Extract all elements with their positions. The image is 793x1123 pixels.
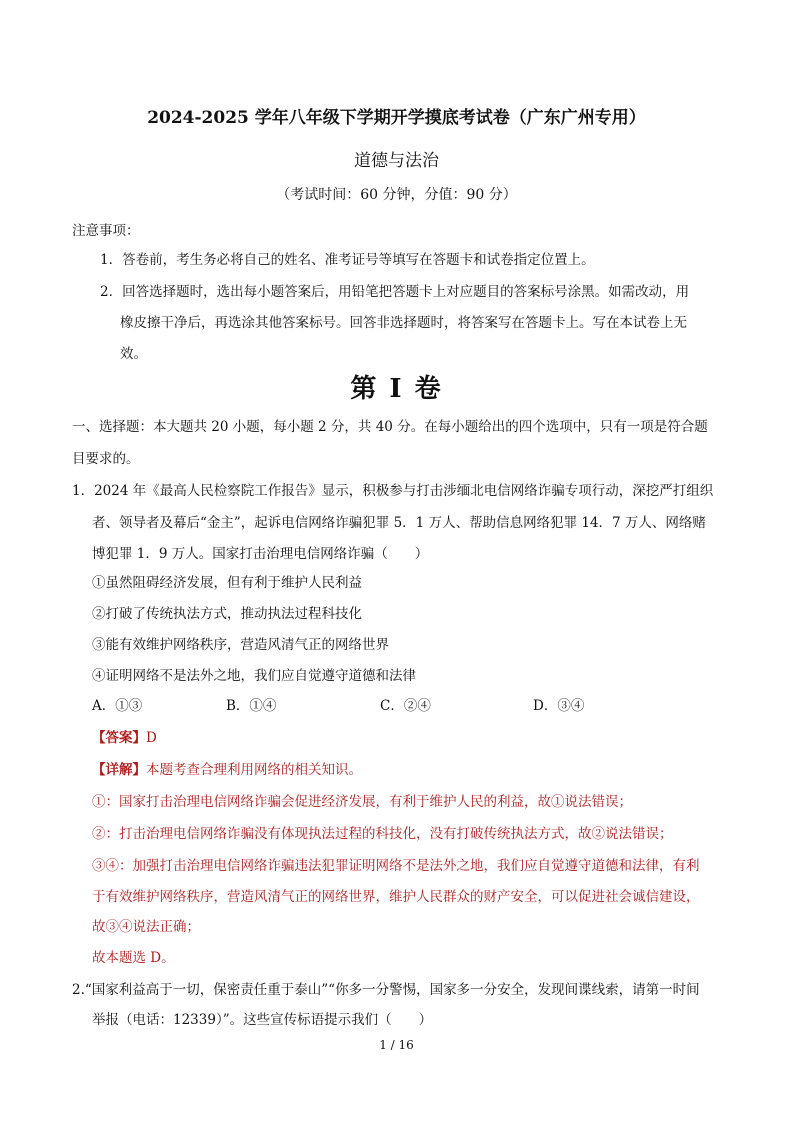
section-intro-line-2: 目要求的。 (72, 451, 140, 467)
detail-label: 【详解】 (92, 762, 146, 778)
section-intro-line-1: 一、选择题：本大题共 20 小题，每小题 2 分，共 40 分。在每小题给出的四个选项中，只有一项是符合题 (72, 419, 708, 435)
q1-explanation-3-line-1: ③④：加强打击治理电信网络诈骗违法犯罪证明网络不是法外之地，我们应自觉遵守道德和法律，有利 (92, 858, 700, 874)
q1-statement-1: ①虽然阻碍经济发展，但有利于维护人民利益 (92, 575, 362, 591)
q1-explanation-3-line-3: 故③④说法正确； (92, 919, 200, 935)
volume-heading: 第 I 卷 (350, 374, 443, 404)
note-item-2-line-2: 橡皮擦干净后，再选涂其他答案标号。回答非选择题时，将答案写在答题卡上。写在本试卷上无 (120, 315, 687, 331)
q1-conclusion: 故本题选 D。 (92, 950, 175, 966)
note-item-1: 1．答卷前，考生务必将自己的姓名、准考证号等填写在答题卡和试卷指定位置上。 (100, 252, 595, 268)
note-item-2-line-1: 2．回答选择题时，选出每小题答案后，用铅笔把答题卡上对应题目的答案标号涂黑。如需改动，用 (100, 284, 690, 300)
q1-option-b: B．①④ (226, 698, 277, 714)
notes-heading: 注意事项： (72, 223, 140, 239)
q2-stem-line-2: 举报（电话：12339）”。这些宣传标语提示我们（ ） (92, 1012, 433, 1028)
q1-option-a: A．①③ (92, 698, 143, 714)
q1-option-c: C．②④ (380, 698, 431, 714)
exam-title: 2024-2025 学年八年级下学期开学摸底考试卷（广东广州专用） (147, 108, 646, 128)
q1-answer (92, 726, 157, 746)
page-number: 1 / 16 (379, 1038, 414, 1052)
q1-explanation-2: ②：打击治理电信网络诈骗没有体现执法过程的科技化，没有打破传统执法方式，故②说法错误； (92, 826, 673, 842)
q1-statement-4: ④证明网络不是法外之地，我们应自觉遵守道德和法律 (92, 668, 416, 684)
answer-value: D (146, 730, 157, 746)
answer-label: 【答案】 (92, 730, 146, 746)
q1-statement-2: ②打破了传统执法方式，推动执法过程科技化 (92, 606, 362, 622)
q1-option-d: D．③④ (533, 698, 585, 714)
exam-time-info: （考试时间：60 分钟，分值：90 分） (276, 187, 517, 203)
q1-explanation-1: ①：国家打击治理电信网络诈骗会促进经济发展，有利于维护人民的利益，故①说法错误； (92, 794, 632, 810)
note-item-2-line-3: 效。 (120, 346, 147, 362)
q1-stem-line-2: 者、领导者及幕后“金主”，起诉电信网络诈骗犯罪 5．1 万人、帮助信息网络犯罪 14．7 万人、网络赌 (92, 515, 706, 531)
q1-stem-line-3: 博犯罪 1．9 万人。国家打击治理电信网络诈骗（ ） (92, 546, 429, 562)
exam-subject: 道德与法治 (354, 151, 439, 171)
q1-detail (92, 758, 362, 778)
q2-stem-line-1: 2.“国家利益高于一切，保密责任重于泰山”“你多一分警惕，国家多一分安全，发现间谍线索，请第一时间 (72, 982, 700, 998)
q1-statement-3: ③能有效维护网络秩序，营造风清气正的网络世界 (92, 637, 389, 653)
q1-explanation-3-line-2: 于有效维护网络秩序，营造风清气正的网络世界，维护人民群众的财产安全，可以促进社会诚信建设， (92, 889, 700, 905)
q1-stem-line-1: 1．2024 年《最高人民检察院工作报告》显示，积极参与打击涉缅北电信网络诈骗专项行动，深挖严打组织 (72, 483, 714, 499)
detail-intro: 本题考查合理利用网络的相关知识。 (146, 762, 362, 778)
